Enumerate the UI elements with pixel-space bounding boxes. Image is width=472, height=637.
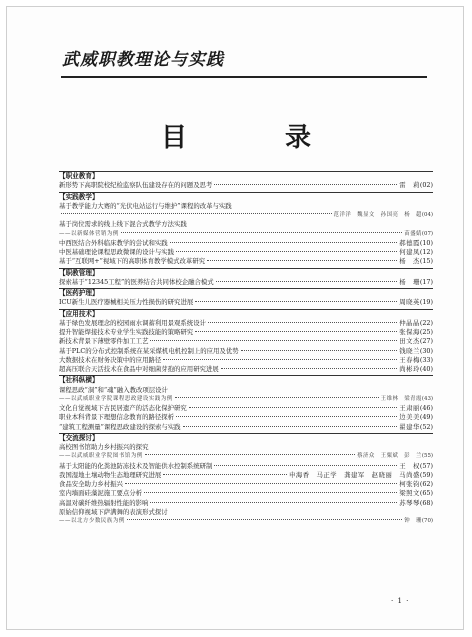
toc-entry[interactable] [59, 386, 433, 395]
section-heading: 【应用技术】 [59, 309, 433, 319]
entry-title: 高温对碳纤维热辐射性能的影响 [59, 498, 149, 507]
toc-entry[interactable] [59, 181, 433, 190]
entry-title: 新形势下高职院校纪检监察队伍建设存在的问题及思考 [59, 181, 213, 190]
entry-title: 职业本科背景下理想信念教育的路径探析 [59, 413, 175, 422]
page-number: · 1 · [391, 597, 410, 605]
dot-leader [214, 465, 397, 466]
toc-entry[interactable] [59, 347, 433, 356]
entry-page: (70) [421, 518, 433, 524]
entry-author: 范洋洋 魏显文 孙国亮 杨 超 [333, 212, 422, 218]
entry-page: (65) [419, 489, 433, 498]
entry-page: (43) [421, 395, 433, 402]
toc-subtitle-row[interactable] [59, 211, 433, 220]
entry-page: (04) [421, 212, 433, 218]
toc-entry[interactable] [59, 489, 433, 498]
entry-page: (52) [419, 422, 433, 431]
entry-author: 梁照文 [399, 489, 420, 498]
entry-title: 超高压联合天活技术在食品中对细菌芽孢的应用研究进展 [59, 365, 219, 373]
table-of-contents [59, 171, 433, 526]
entry-page: (33) [419, 355, 433, 364]
entry-title: 室内墙面硅藻泥施工要点分析 [59, 489, 143, 498]
dot-leader [208, 322, 397, 323]
dot-leader [175, 397, 379, 398]
entry-title: 大数据技术在财务决策中的应用路径 [59, 355, 162, 364]
toc-entry[interactable] [59, 413, 433, 422]
section-heading: 【交流探讨】 [59, 433, 433, 443]
dot-leader [170, 242, 398, 243]
entry-title: 中医基础理论课程思政微课的设计与实践 [59, 248, 175, 256]
journal-page [6, 6, 464, 630]
toc-entry[interactable] [59, 220, 433, 229]
dot-leader [61, 213, 332, 214]
toc-entry[interactable] [59, 480, 433, 489]
entry-author: 苗盛婧 [404, 230, 422, 237]
entry-page: (22) [419, 318, 433, 327]
toc-entry[interactable] [59, 257, 433, 266]
entry-title: 我国湿地土壤动物生态地理研究进展 [59, 470, 162, 479]
entry-author: 仲晶晶 [399, 318, 420, 327]
entry-page: (62) [419, 480, 433, 488]
dot-leader [195, 301, 397, 302]
entry-page: (59) [419, 470, 433, 479]
entry-author: 钟 珊 [404, 518, 422, 524]
entry-author: 翟建华 [399, 422, 420, 431]
toc-entry[interactable] [59, 278, 433, 287]
entry-author: 王维林 梁青霞 [380, 395, 422, 402]
entry-author: 周晓英 [399, 298, 420, 307]
dot-leader [221, 368, 397, 369]
entry-page: (49) [419, 413, 433, 422]
toc-entry[interactable] [59, 462, 433, 471]
toc-entry[interactable] [59, 356, 433, 365]
entry-title: 基于绿色发展理念的校园雨水调蓄利用景观系统设计 [59, 318, 206, 327]
entry-page: (07) [421, 230, 433, 237]
entry-subtitle: ——以武威职业学院图书馆为例 [59, 453, 143, 460]
entry-author: 何建凤 [399, 248, 420, 256]
toc-entry[interactable] [59, 508, 433, 517]
entry-author: 蔡济众 王粟斌 彭 兰 [357, 453, 422, 460]
entry-author: 杨 杰 [399, 257, 420, 266]
toc-entry[interactable] [59, 328, 433, 337]
entry-page: (02) [419, 181, 433, 190]
entry-page: (27) [419, 337, 433, 346]
entry-subtitle: ——以北方少数民族为例 [59, 518, 125, 524]
entry-author: 钱晓兰 [399, 346, 420, 355]
toc-entry[interactable] [59, 365, 433, 374]
entry-title: 基于岗位需求的线上线下混合式教学方法实践 [59, 220, 187, 229]
toc-entry[interactable] [59, 499, 433, 508]
entry-title: 基于太阳能的化粪池防冻技术及智能供水控制系统研制 [59, 461, 213, 470]
toc-entry[interactable] [59, 202, 433, 211]
entry-title: 探索基于“12345工程”的医养结合共同体校企融合模式 [59, 277, 214, 286]
dot-leader [150, 502, 397, 503]
entry-subtitle: ——以新媒体营销为例 [59, 230, 119, 237]
toc-entry[interactable] [59, 337, 433, 346]
entry-page: (12) [419, 248, 433, 256]
toc-subtitle-row[interactable] [59, 395, 433, 404]
entry-page: (17) [419, 277, 433, 286]
entry-author: 雷 莉 [399, 181, 420, 190]
dot-leader [216, 281, 398, 282]
dot-leader [125, 483, 397, 484]
entry-title: 新技术背景下薄壁零件加工工艺 [59, 337, 149, 346]
entry-page: (46) [419, 404, 433, 412]
dot-leader [207, 260, 397, 261]
entry-title: 基于教学能力大赛的“光伏电站运行与维护”课程的改革与实践 [59, 201, 232, 210]
toc-entry[interactable] [59, 239, 433, 248]
toc-heading: 目 录 [160, 123, 347, 153]
title-rule [61, 76, 427, 78]
entry-subtitle: ——以武威职业学院课程思政建设实践为例 [59, 395, 173, 402]
toc-subtitle-row[interactable] [59, 230, 433, 239]
toc-entry[interactable] [59, 471, 433, 480]
dot-leader [150, 340, 397, 341]
dot-leader [241, 350, 398, 351]
entry-title: 高校图书馆助力乡村振兴的探究 [59, 443, 149, 451]
entry-author: 田文杰 [399, 337, 420, 346]
section-heading: 【职教管理】 [59, 268, 433, 278]
toc-subtitle-row[interactable] [59, 452, 433, 461]
dot-leader [163, 359, 397, 360]
dot-leader [144, 492, 397, 493]
entry-title: 基于PLC的分布式控制系统在某采煤机电机控制上的应用及优势 [59, 346, 239, 355]
entry-author: 尚彬玲 [399, 365, 420, 373]
entry-page: (40) [419, 365, 433, 373]
dot-leader [145, 454, 355, 455]
entry-author: 苏琴琴 [399, 498, 420, 507]
entry-title: 食品安全助力乡村振兴 [59, 480, 123, 488]
toc-entry[interactable] [59, 443, 433, 452]
entry-author: 柯张钧 [399, 480, 420, 488]
entry-page: (30) [419, 346, 433, 355]
entry-author: 边美美 [399, 413, 420, 422]
entry-author: 王春梅 [399, 355, 420, 364]
entry-author: 申海香 马正学 龚建军 赵晓丽 马尚盛 [288, 470, 420, 479]
entry-page: (55) [421, 453, 433, 460]
entry-title: 文化自觉视域下古民居遗产的活态化保护研究 [59, 404, 187, 412]
section-heading: 【职业教育】 [59, 171, 433, 181]
dot-leader [183, 426, 398, 427]
entry-title: 基于“互联网+”视域下的高职体育教学模式改革研究 [59, 257, 206, 266]
toc-entry[interactable] [59, 248, 433, 257]
entry-author: 杨 珊 [399, 277, 420, 286]
entry-title: 提升智能焊接技术专业学生实践技能的策略研究 [59, 328, 194, 336]
dot-leader [127, 519, 402, 520]
entry-author: 王肃丽 [399, 404, 420, 412]
entry-author: 王 权 [399, 461, 420, 470]
dot-leader [163, 474, 287, 475]
toc-entry[interactable] [59, 404, 433, 413]
section-heading: 【社科纵横】 [59, 375, 433, 385]
toc-entry[interactable] [59, 423, 433, 432]
entry-author: 张保海 [399, 328, 420, 336]
entry-title: 原始信仰视域下萨满舞的表演形式探讨 [59, 507, 168, 516]
entry-page: (68) [419, 498, 433, 507]
entry-page: (10) [419, 238, 433, 247]
toc-entry[interactable] [59, 319, 433, 328]
entry-title: 中西医结合外科临床教学的尝试和实践 [59, 238, 168, 247]
entry-title: ICU新生儿医疗器械相关压力性损伤的研究进展 [59, 298, 194, 307]
entry-author: 郝德霞 [399, 238, 420, 247]
dot-leader [214, 184, 397, 185]
entry-title: “建筑工程测量”课程思政建设的探索与实践 [59, 422, 181, 431]
dot-leader [121, 232, 402, 233]
entry-page: (15) [419, 257, 433, 266]
section-heading: 【实践教学】 [59, 192, 433, 202]
dot-leader [195, 331, 397, 332]
toc-subtitle-row[interactable] [59, 517, 433, 526]
dot-leader [176, 416, 397, 417]
entry-title: 课程思政“洞”和“魂”融入教改项层设计 [59, 385, 168, 394]
dot-leader [176, 251, 397, 252]
journal-title: 武威职教理论与实践 [62, 50, 224, 70]
entry-page: (19) [419, 298, 433, 307]
section-heading: 【医药护理】 [59, 288, 433, 298]
dot-leader [189, 407, 397, 408]
toc-entry[interactable] [59, 298, 433, 307]
entry-page: (57) [419, 461, 433, 470]
entry-page: (25) [419, 328, 433, 336]
